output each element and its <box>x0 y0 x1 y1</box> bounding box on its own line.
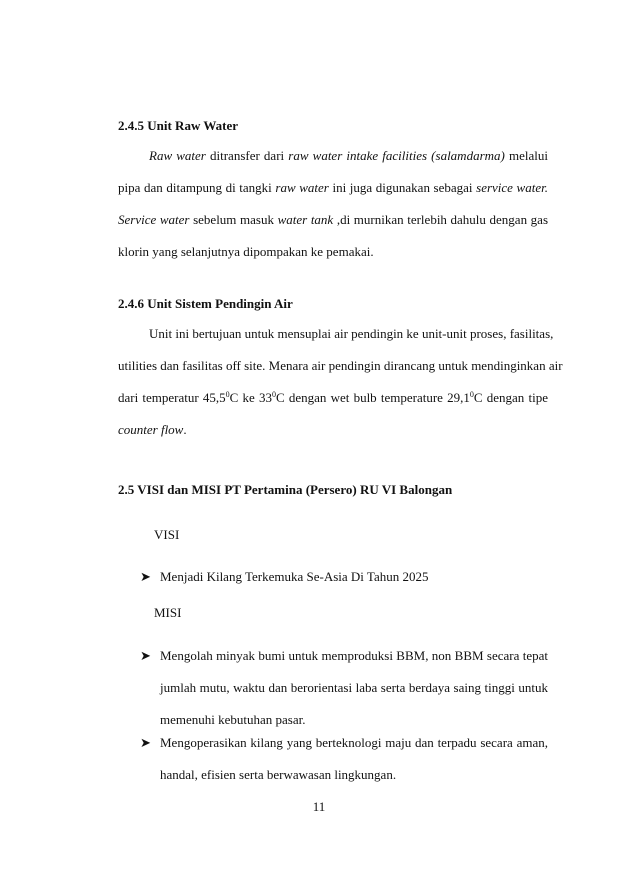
list-line: jumlah mutu, waktu dan berorientasi laba serta berdaya saing tinggi untuk <box>160 680 548 695</box>
paragraph-line: counter flow. <box>118 422 187 437</box>
paragraph-line: dari temperatur 45,5$^0$C ke $33^0C$ dengan wet bulb temperature 29,1$^0$C dengan tipe <box>118 390 548 405</box>
arrow-bullet-icon: ➤ <box>140 569 151 584</box>
paragraph-line: pipa dan ditampung di tangki raw water ini juga digunakan sebagai service water. <box>118 180 548 195</box>
paragraph-line: utilities dan fasilitas off site. Menara air pendingin dirancang untuk mendinginkan air <box>118 358 563 373</box>
page-number: 11 <box>312 799 326 814</box>
paragraph-line: Raw water ditransfer dari raw water intake facilities (salamdarma) melalui <box>149 148 548 163</box>
visi-list-item: ➤ Menjadi Kilang Terkemuka Se-Asia Di Tahun 2025 <box>160 561 548 593</box>
section-2-4-5-paragraph <box>118 140 548 268</box>
visi-label: VISI <box>154 527 180 542</box>
list-line: handal, efisien serta berwawasan lingkungan. <box>160 767 397 782</box>
arrow-bullet-icon: ➤ <box>140 735 151 750</box>
section-2-4-5-heading: 2.4.5 Unit Raw Water <box>118 118 239 133</box>
arrow-bullet-icon: ➤ <box>140 648 151 663</box>
list-line: Mengoperasikan kilang yang berteknologi maju dan terpadu secara aman, <box>160 735 548 750</box>
section-2-4-6-heading: 2.4.6 Unit Sistem Pendingin Air <box>118 296 293 311</box>
misi-label: MISI <box>154 605 182 620</box>
misi-list-item <box>140 640 548 736</box>
section-2-5-heading: 2.5 VISI dan MISI PT Pertamina (Persero) RU VI Balongan <box>118 482 453 497</box>
misi-list-item <box>140 727 548 791</box>
paragraph-line: Unit ini bertujuan untuk mensuplai air pendingin ke unit-unit proses, fasilitas, <box>149 326 554 341</box>
paragraph-line: klorin yang selanjutnya dipompakan ke pemakai. <box>118 244 374 259</box>
list-line: Mengolah minyak bumi untuk memproduksi BBM, non BBM secara tepat <box>160 648 548 663</box>
paragraph-line: Service water sebelum masuk water tank ,di murnikan terlebih dahulu dengan gas <box>118 212 549 227</box>
section-2-4-6-paragraph <box>118 318 563 446</box>
list-line: memenuhi kebutuhan pasar. <box>160 712 306 727</box>
